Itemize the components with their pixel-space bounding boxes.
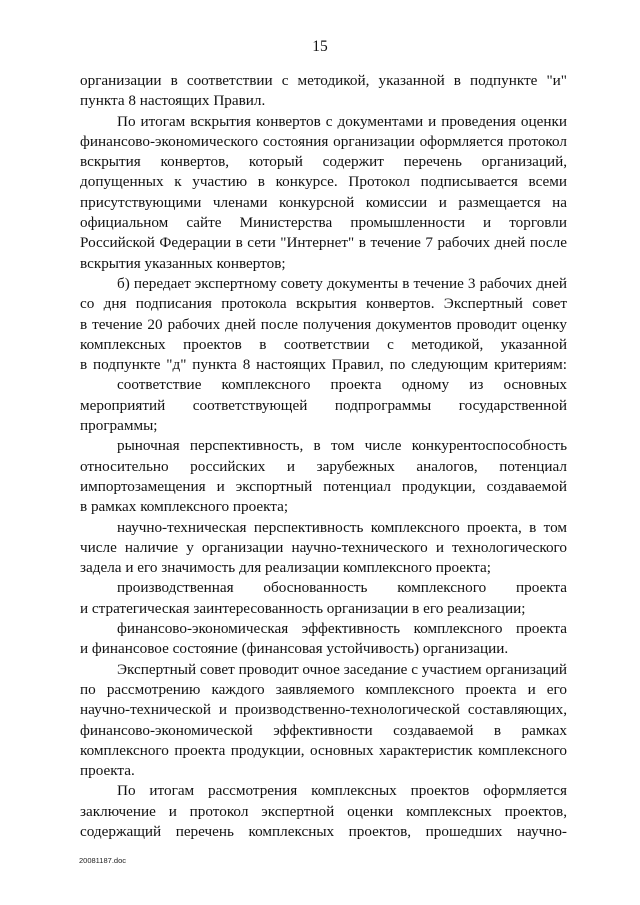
text-line: числе наличие у организации научно-технического и технологического	[80, 538, 567, 556]
text-line: комплексных проектов в соответствии с методикой, указанной	[80, 335, 567, 353]
text-line: в подпункте "д" пункта 8 настоящих Правил, по следующим критериям:	[80, 356, 567, 374]
text-line: со дня подписания протокола вскрытия конвертов. Экспертный совет	[80, 295, 567, 313]
text-line: относительно российских и зарубежных аналогов, потенциал	[80, 457, 567, 475]
text-line: научно-техническая перспективность комплексного проекта, в том	[117, 518, 567, 536]
text-line: официальном сайте Министерства промышленности и торговли	[80, 214, 567, 232]
text-line: По итогам рассмотрения комплексных проектов оформляется	[117, 782, 567, 800]
text-line: в течение 20 рабочих дней после получения документов проводит оценку	[80, 315, 567, 333]
text-line: комплексного проекта продукции, основных характеристик комплексного	[80, 741, 567, 759]
text-line: производственная обоснованность комплексного проекта	[117, 579, 567, 597]
text-line: содержащий перечень комплексных проектов, прошедших научно-	[80, 822, 567, 840]
text-line: Российской Федерации в сети "Интернет" в течение 7 рабочих дней после	[80, 234, 567, 252]
text-line: вскрытия конвертов, который содержит перечень организаций,	[80, 153, 567, 171]
text-line: программы;	[80, 417, 158, 435]
text-line: соответствие комплексного проекта одному из основных	[117, 376, 567, 394]
text-line: в рамках комплексного проекта;	[80, 498, 289, 516]
text-line: Экспертный совет проводит очное заседание с участием организаций	[117, 660, 567, 678]
text-line: б) передает экспертному совету документы в течение 3 рабочих дней	[117, 274, 567, 292]
text-line: и стратегическая заинтересованность организации в его реализации;	[80, 599, 526, 617]
text-line: проекта.	[80, 762, 135, 780]
text-line: по рассмотрению каждого заявляемого комплексного проекта и его	[80, 680, 567, 698]
text-line: рыночная перспективность, в том числе конкурентоспособность	[117, 437, 567, 455]
text-line: финансово-экономического состояния организации оформляется протокол	[80, 132, 567, 150]
text-line: научно-технической и производственно-технологической составляющих,	[80, 701, 567, 719]
text-line: финансово-экономическая эффективность комплексного проекта	[117, 620, 567, 638]
text-line: импортозамещения и экспортный потенциал продукции, создаваемой	[80, 477, 567, 495]
text-line: мероприятий соответствующей подпрограммы государственной	[80, 396, 567, 414]
text-line: По итогам вскрытия конвертов с документами и проведения оценки	[117, 112, 567, 130]
text-line: задела и его значимость для реализации комплексного проекта;	[80, 559, 491, 577]
text-line: вскрытия указанных конвертов;	[80, 254, 286, 272]
text-line: присутствующими членами конкурсной комиссии и размещается на	[80, 193, 567, 211]
text-line: финансово-экономической эффективности создаваемой в рамках	[80, 721, 567, 739]
text-line: заключение и протокол экспертной оценки комплексных проектов,	[80, 802, 567, 820]
file-name-footer: 20081187.doc	[79, 856, 126, 865]
text-line: организации в соответствии с методикой, указанной в подпункте "и"	[80, 72, 567, 89]
text-line: и финансовое состояние (финансовая устойчивость) организации.	[80, 640, 509, 658]
text-line: пункта 8 настоящих Правил.	[80, 92, 266, 110]
text-line: допущенных к участию в конкурсе. Протокол подписывается всеми	[80, 173, 567, 191]
page-number: 15	[312, 38, 328, 55]
document-body	[80, 71, 567, 842]
